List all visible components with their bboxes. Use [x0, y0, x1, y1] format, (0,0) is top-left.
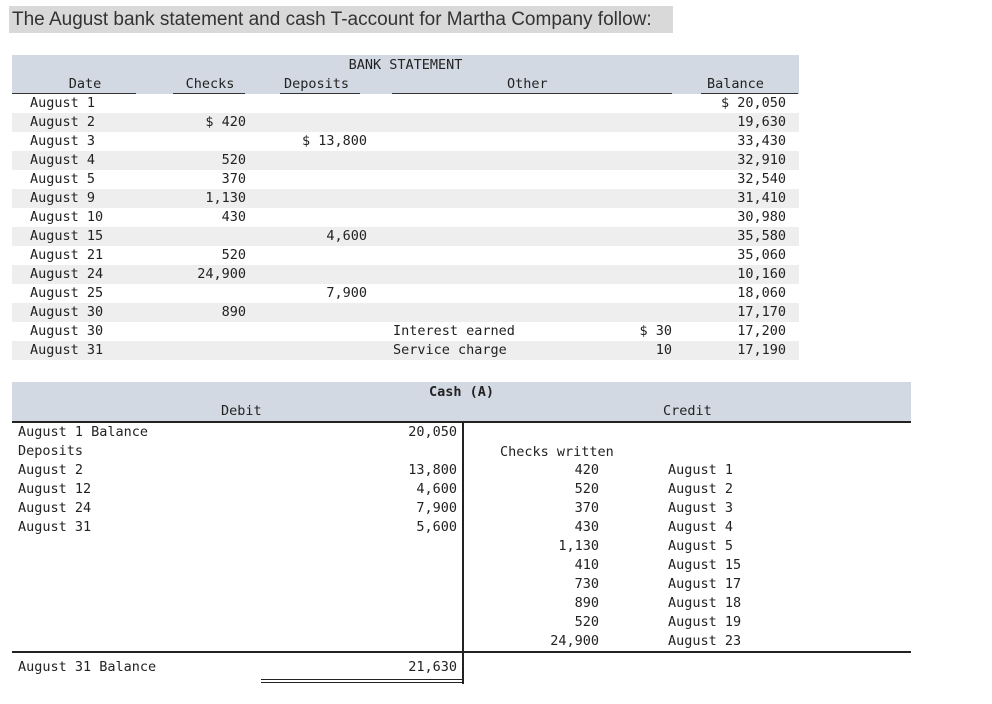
credit-item-amount: 1,130 [558, 538, 599, 554]
credit-item-date: August 23 [668, 633, 742, 649]
credit-item-amount: 520 [574, 614, 599, 630]
bank-statement-title: BANK STATEMENT [348, 57, 463, 73]
debit-item-label: August 24 [18, 500, 92, 516]
row-date: August 3 [30, 133, 96, 149]
row-balance: 32,910 [737, 152, 786, 168]
credit-item-date: August 2 [668, 481, 734, 497]
row-date: August 30 [30, 323, 104, 339]
debit-label: Debit [221, 403, 262, 419]
credit-item-amount: 420 [574, 462, 599, 478]
credit-item-date: August 18 [668, 595, 742, 611]
header-underline [280, 93, 360, 94]
debit-item-label: August 31 [18, 519, 92, 535]
debit-item-label: August 12 [18, 481, 92, 497]
row-other-desc: Service charge [393, 342, 507, 358]
credit-item-date: August 15 [668, 557, 742, 573]
row-checks: $ 420 [205, 114, 246, 130]
row-checks: 430 [221, 209, 246, 225]
credit-item-date: August 19 [668, 614, 742, 630]
row-other-desc: Interest earned [393, 323, 515, 339]
credit-item-amount: 730 [574, 576, 599, 592]
credit-label: Credit [663, 403, 712, 419]
col-checks-header: Checks [185, 76, 235, 92]
debit-item-label: August 2 [18, 462, 84, 478]
credit-heading: Checks written [500, 444, 614, 460]
col-other-header: Other [507, 76, 548, 92]
row-checks: 520 [221, 247, 246, 263]
col-date-header: Date [68, 76, 102, 92]
credit-item-date: August 1 [668, 462, 734, 478]
row-date: August 21 [30, 247, 104, 263]
page-heading: The August bank statement and cash T-account for Martha Company follow: [9, 6, 673, 33]
row-balance: 18,060 [737, 285, 786, 301]
t-account-divider [462, 421, 464, 684]
row-balance: 17,170 [737, 304, 786, 320]
row-date: August 2 [30, 114, 96, 130]
row-date: August 5 [30, 171, 96, 187]
row-other-amount: $ 30 [639, 323, 672, 339]
row-date: August 30 [30, 304, 104, 320]
row-deposits: $ 13,800 [301, 133, 367, 149]
row-balance: 17,200 [737, 323, 786, 339]
header-underline [392, 93, 672, 94]
debit-item-amount: 7,900 [416, 500, 457, 516]
cash-account-title: Cash (A) [428, 384, 495, 400]
row-date: August 9 [30, 190, 96, 206]
credit-item-amount: 430 [574, 519, 599, 535]
debit-item-label: Deposits [18, 443, 84, 459]
row-other-amount: 10 [655, 342, 672, 358]
row-balance: 19,630 [737, 114, 786, 130]
row-deposits: 4,600 [326, 228, 367, 244]
credit-item-date: August 5 [668, 538, 734, 554]
row-checks: 520 [221, 152, 246, 168]
row-checks: 370 [221, 171, 246, 187]
row-balance: 17,190 [737, 342, 786, 358]
row-checks: 890 [221, 304, 246, 320]
row-deposits: 7,900 [326, 285, 367, 301]
double-underline [261, 679, 462, 680]
row-date: August 24 [30, 266, 104, 282]
col-balance-header: Balance [707, 76, 764, 92]
row-balance: 32,540 [737, 171, 786, 187]
credit-item-amount: 370 [574, 500, 599, 516]
row-checks: 1,130 [205, 190, 246, 206]
credit-item-date: August 3 [668, 500, 734, 516]
row-balance: 10,160 [737, 266, 786, 282]
row-date: August 25 [30, 285, 104, 301]
row-balance: 30,980 [737, 209, 786, 225]
debit-item-amount: 20,050 [408, 424, 457, 440]
row-date: August 1 [30, 95, 96, 111]
double-underline [261, 682, 462, 683]
col-deposits-header: Deposits [284, 76, 350, 92]
ending-balance-label: August 31 Balance [18, 659, 157, 675]
row-date: August 31 [30, 342, 104, 358]
header-underline [173, 93, 245, 94]
row-balance: 35,580 [737, 228, 786, 244]
credit-item-amount: 24,900 [550, 633, 599, 649]
credit-item-amount: 890 [574, 595, 599, 611]
credit-item-date: August 17 [668, 576, 742, 592]
credit-item-amount: 410 [574, 557, 599, 573]
ending-balance-amount: 21,630 [408, 659, 457, 675]
credit-item-date: August 4 [668, 519, 734, 535]
debit-item-label: August 1 Balance [18, 424, 149, 440]
row-balance: 35,060 [737, 247, 786, 263]
row-date: August 15 [30, 228, 104, 244]
credit-item-amount: 520 [574, 481, 599, 497]
row-balance: 33,430 [737, 133, 786, 149]
debit-item-amount: 4,600 [416, 481, 457, 497]
row-date: August 10 [30, 209, 104, 225]
row-balance: $ 20,050 [720, 95, 786, 111]
row-checks: 24,900 [197, 266, 246, 282]
debit-item-amount: 13,800 [408, 462, 457, 478]
row-balance: 31,410 [737, 190, 786, 206]
debit-item-amount: 5,600 [416, 519, 457, 535]
t-account-bottom-rule [12, 651, 911, 653]
row-date: August 4 [30, 152, 96, 168]
